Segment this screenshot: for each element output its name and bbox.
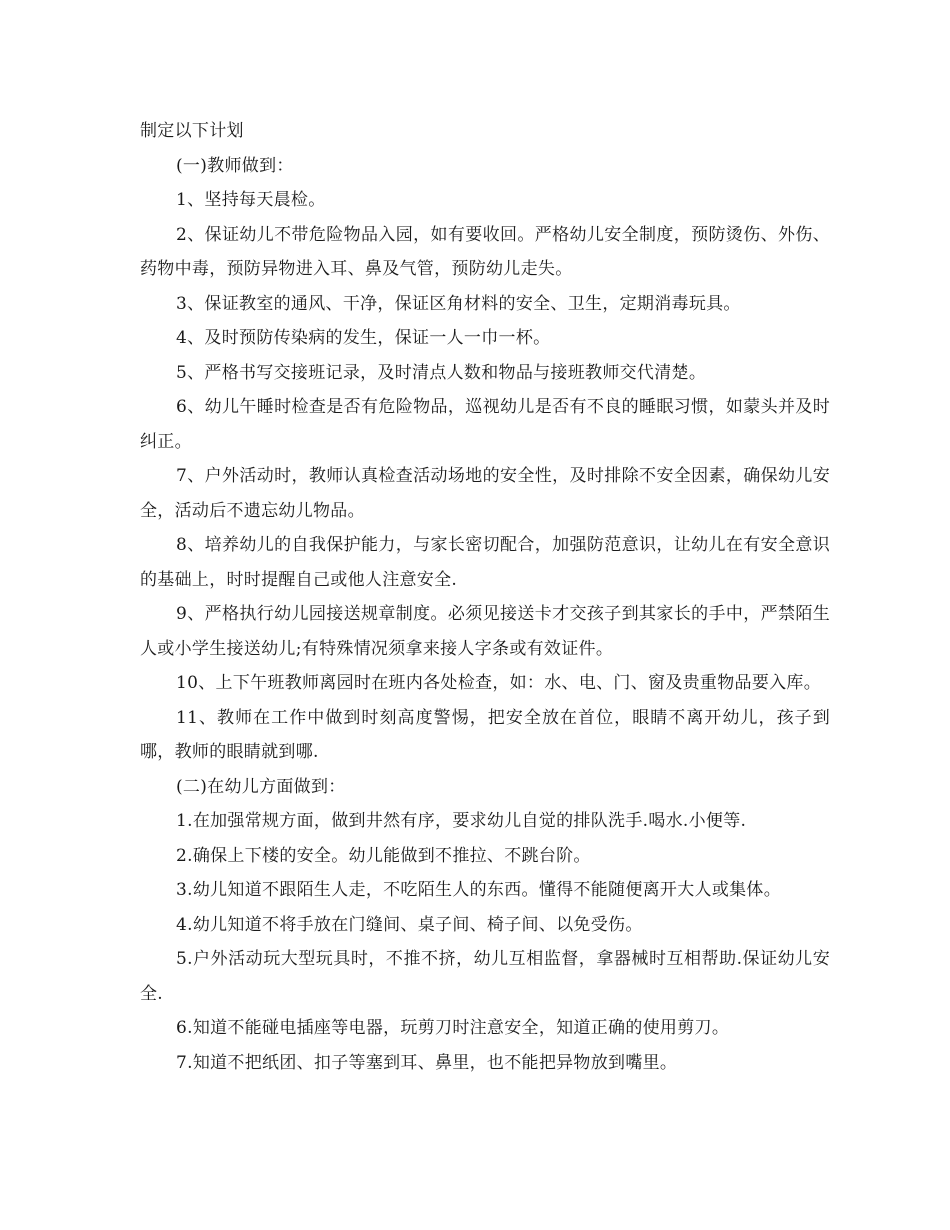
document-body — [140, 114, 830, 1080]
teacher-item-9: 9、严格执行幼儿园接送规章制度。必须见接送卡才交孩子到其家长的手中，严禁陌生人或小学生接送幼儿;有特殊情况须拿来接人字条或有效证件。 — [140, 604, 830, 659]
intro-line: 制定以下计划 — [140, 121, 244, 141]
child-item-1: 1.在加强常规方面，做到井然有序，要求幼儿自觉的排队洗手.喝水.小便等. — [176, 811, 747, 831]
teacher-item-11: 11、教师在工作中做到时刻高度警惕，把安全放在首位，眼睛不离开幼儿，孩子到哪，教师的眼睛就到哪. — [140, 707, 830, 762]
teacher-item-1: 1、坚持每天晨检。 — [176, 190, 326, 210]
child-item-4: 4.幼儿知道不将手放在门缝间、桌子间、椅子间、以免受伤。 — [176, 914, 643, 935]
teacher-item-8: 8、培养幼儿的自我保护能力，与家长密切配合，加强防范意识，让幼儿在有安全意识的基础上，时时提醒自己或他人注意安全. — [140, 535, 830, 590]
teacher-item-7: 7、户外活动时，教师认真检查活动场地的安全性，及时排除不安全因素，确保幼儿安全，活动后不遗忘幼儿物品。 — [140, 466, 830, 521]
section-heading-teachers: (一)教师做到： — [176, 155, 294, 176]
teacher-item-4: 4、及时预防传染病的发生，保证一人一巾一杯。 — [176, 328, 551, 348]
teacher-item-6: 6、幼儿午睡时检查是否有危险物品，巡视幼儿是否有不良的睡眠习惯，如蒙头并及时纠正。 — [140, 397, 830, 452]
section-heading-children: (二)在幼儿方面做到： — [176, 776, 346, 797]
child-item-5: 5.户外活动玩大型玩具时，不推不挤，幼儿互相监督，拿器械时互相帮助.保证幼儿安全. — [140, 949, 830, 1004]
child-item-3: 3.幼儿知道不跟陌生人走，不吃陌生人的东西。懂得不能随便离开大人或集体。 — [176, 880, 782, 900]
child-item-7: 7.知道不把纸团、扣子等塞到耳、鼻里，也不能把异物放到嘴里。 — [176, 1052, 678, 1073]
teacher-item-2: 2、保证幼儿不带危险物品入园，如有要收回。严格幼儿安全制度，预防烫伤、外伤、药物中毒，预防异物进入耳、鼻及气管，预防幼儿走失。 — [140, 224, 830, 279]
teacher-item-5: 5、严格书写交接班记录，及时清点人数和物品与接班教师交代清楚。 — [176, 362, 707, 383]
teacher-item-10: 10、上下午班教师离园时在班内各处检查，如：水、电、门、窗及贵重物品要入库。 — [176, 673, 822, 693]
teacher-item-3: 3、保证教室的通风、干净，保证区角材料的安全、卫生，定期消毒玩具。 — [176, 293, 741, 314]
child-item-2: 2.确保上下楼的安全。幼儿能做到不推拉、不跳台阶。 — [176, 845, 591, 866]
child-item-6: 6.知道不能碰电插座等电器，玩剪刀时注意安全，知道正确的使用剪刀。 — [176, 1018, 730, 1038]
